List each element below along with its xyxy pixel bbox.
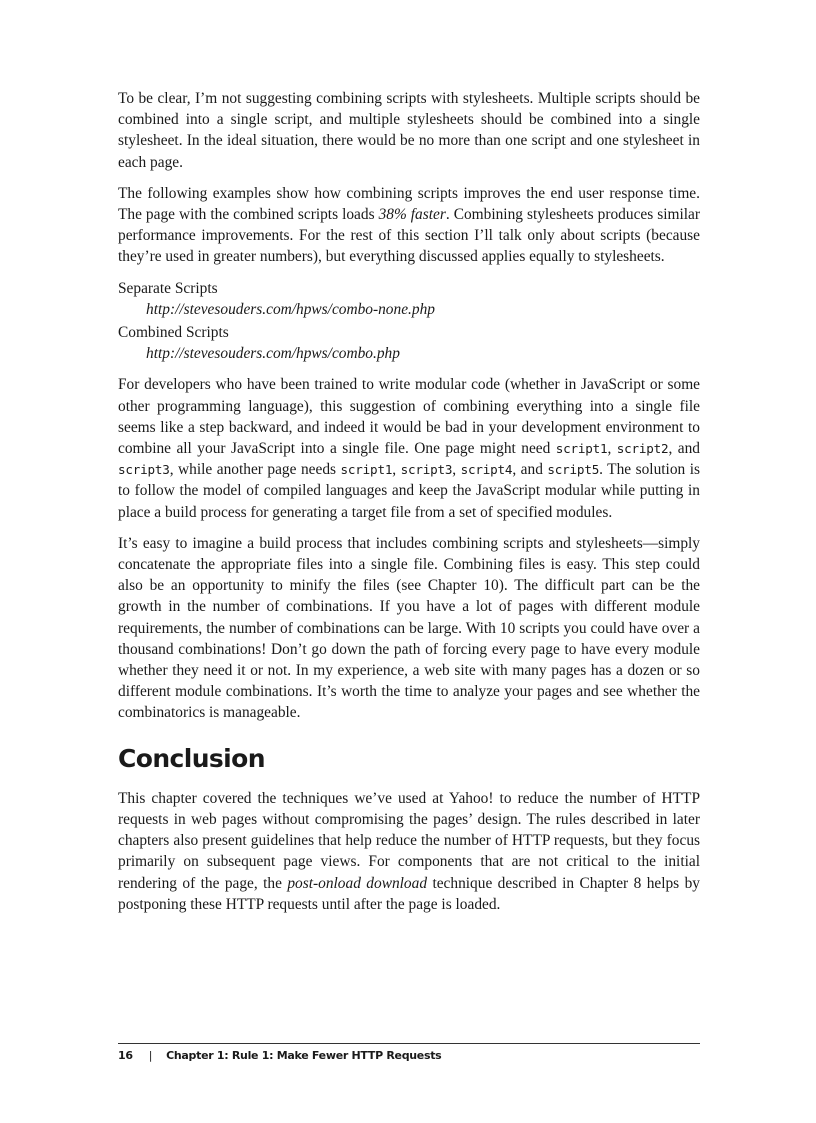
paragraph-text: technique described in Chapter 8 helps by postponing these HTTP requests until after the page is loaded.	[118, 874, 700, 913]
code-script4: script4	[460, 462, 513, 478]
page-body	[118, 88, 700, 925]
paragraph-text: . The solution is to follow the model of compiled languages and keep the JavaScript modular while putting in place a build process for generating a target file from a set of specified modules.	[118, 461, 700, 521]
example-term-separate: Separate Scripts	[118, 279, 218, 297]
paragraph-text: ,	[392, 461, 401, 479]
paragraph-text: , while another page needs	[169, 461, 341, 479]
code-script5: script5	[547, 462, 600, 478]
paragraph-text: For developers who have been trained to write modular code (whether in JavaScript or some other programming language), this suggestion of combining everything into a single file seems like a step backward, and indeed it would be bad in your development environment to combine all your JavaScript into a single file. One page might need	[118, 376, 700, 458]
paragraph-text: ,	[607, 440, 617, 458]
example-term-combined: Combined Scripts	[118, 324, 229, 342]
paragraph-combining-examples	[118, 183, 700, 268]
footer-separator: |	[148, 1049, 153, 1062]
paragraph-text: The following examples show how combining scripts improves the end user response time. The page with the combined scripts loads	[118, 184, 700, 224]
code-script1: script1	[340, 462, 393, 478]
paragraph-text: , and	[512, 461, 548, 479]
paragraph-text: This chapter covered the techniques we’ve used at Yahoo! to reduce the number of HTTP requests in web pages without compromising the pages’ design. The rules described in later chapters also present guidelines that help reduce the number of HTTP requests, but they focus primarily on subsequent page views. For components that are not critical to the initial rendering of the page, the	[118, 789, 700, 892]
paragraph-scripts-vs-stylesheets: To be clear, I’m not suggesting combining scripts with stylesheets. Multiple scripts should be combined into a single script, and multiple stylesheets should be combined into a single stylesheet. In the ideal situation, there would be no more than one script and one stylesheet in each page.	[118, 90, 700, 171]
paragraph-conclusion	[118, 788, 700, 915]
paragraph-text: . Combining stylesheets produces similar performance improvements. For the rest of this section I’ll talk only about scripts (because they’re used in greater numbers), but everything discussed applies equally to stylesheets.	[118, 206, 700, 266]
paragraph-build-process: It’s easy to imagine a build process that includes combining scripts and stylesheets—simply concatenate the appropriate files into a single file. Combining files is easy. This step could also be an opportunity to minify the files (see Chapter 10). The difficult part can be the growth in the number of combinations. If you have a lot of pages with different module requirements, the number of combinations can be large. With 10 scripts you could have over a thousand combinations! Don’t go down the path of forcing every page to have every module whether they need it or not. In my experience, a web site with many pages has a dozen or so different module combinations. It’s worth the time to analyze your pages and see whether the combinatorics is manageable.	[118, 534, 700, 722]
code-script3: script3	[118, 462, 170, 478]
page-footer	[118, 1049, 441, 1062]
paragraph-modular-code	[118, 374, 700, 522]
example-url-separate[interactable]: http://stevesouders.com/hpws/combo-none.php	[146, 300, 435, 318]
code-script3: script3	[400, 462, 453, 478]
footer-divider	[118, 1043, 700, 1044]
code-script1: script1	[555, 441, 608, 457]
emphasis-text: post-onload download	[287, 874, 428, 892]
example-url-combined[interactable]: http://stevesouders.com/hpws/combo.php	[146, 345, 400, 363]
code-script2: script2	[616, 441, 669, 457]
section-heading-conclusion: Conclusion	[118, 743, 265, 773]
chapter-title: Chapter 1: Rule 1: Make Fewer HTTP Requests	[166, 1049, 442, 1062]
emphasis-text: 38% faster	[378, 206, 446, 224]
page-number: 16	[118, 1049, 133, 1062]
paragraph-text: , and	[668, 440, 700, 458]
paragraph-text: ,	[452, 461, 461, 479]
